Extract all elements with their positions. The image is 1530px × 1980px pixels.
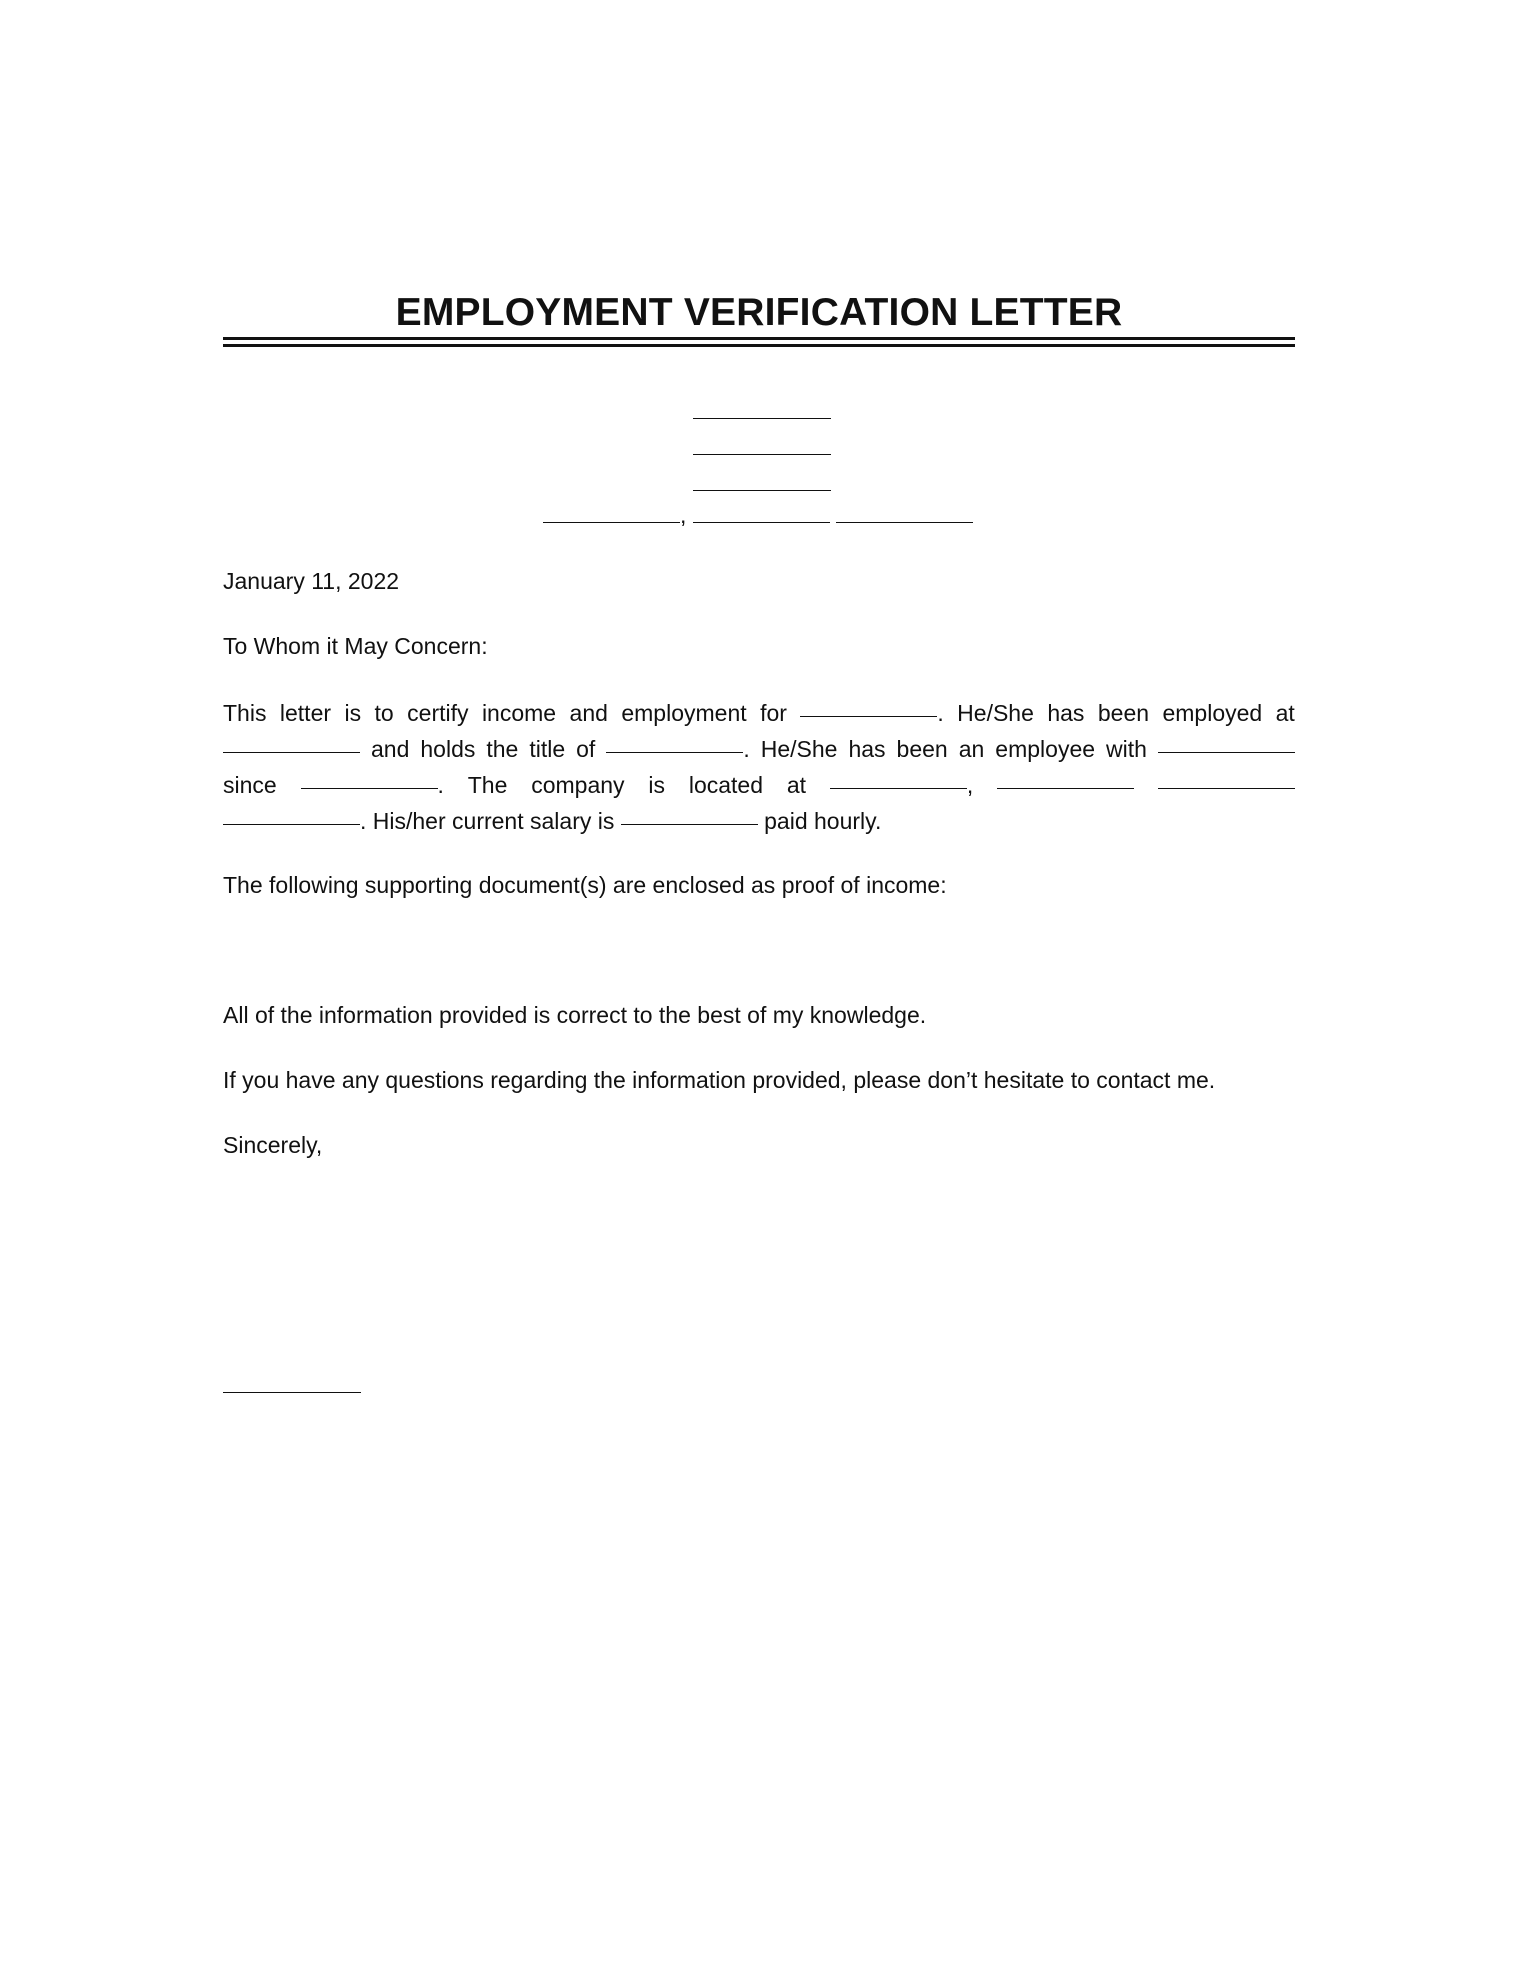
- word: the: [486, 736, 519, 762]
- word: and: [569, 700, 608, 726]
- company-name-blank[interactable]: [1158, 751, 1295, 753]
- company-street-group: [830, 767, 973, 803]
- word: an: [958, 736, 985, 762]
- body-line-3: [223, 767, 1295, 803]
- word: company: [531, 772, 625, 798]
- word: .: [743, 736, 750, 762]
- word: been: [896, 736, 948, 762]
- info-statement: All of the information provided is correct to the best of my knowledge.: [223, 1002, 927, 1028]
- word: employee: [995, 736, 1096, 762]
- employee-name-blank[interactable]: [800, 715, 937, 717]
- letter-date: January 11, 2022: [223, 568, 400, 594]
- word: located: [688, 772, 763, 798]
- body-paragraph: [223, 695, 1295, 839]
- employee-name-group: [800, 695, 943, 731]
- pay-frequency-text: paid hourly.: [764, 808, 882, 834]
- word: is: [344, 700, 362, 726]
- word: ,: [966, 772, 974, 798]
- word: since: [223, 772, 277, 798]
- word: title: [529, 736, 566, 762]
- title-rule-top: [223, 337, 1295, 340]
- closing: Sincerely,: [223, 1132, 323, 1158]
- recipient-address-blank[interactable]: [693, 454, 831, 455]
- employer-name-blank[interactable]: [223, 751, 360, 753]
- state-blank[interactable]: [693, 521, 830, 523]
- enclosed-documents-text: The following supporting document(s) are enclosed as proof of income:: [223, 872, 947, 898]
- document-title: EMPLOYMENT VERIFICATION LETTER: [395, 291, 1123, 334]
- word: at: [786, 772, 807, 798]
- recipient-name-blank[interactable]: [693, 418, 831, 419]
- word: letter: [279, 700, 332, 726]
- word: and: [371, 736, 410, 762]
- title-rule-bottom: [223, 344, 1295, 347]
- body-line-2: [223, 731, 1295, 767]
- job-title-blank[interactable]: [606, 751, 743, 753]
- word: He/She: [760, 736, 838, 762]
- start-date-blank[interactable]: [301, 787, 438, 789]
- salary-blank[interactable]: [621, 823, 758, 825]
- zip-blank[interactable]: [836, 521, 973, 523]
- body-line-4: [223, 803, 1295, 839]
- start-date-group: [301, 767, 444, 803]
- word: is: [648, 772, 665, 798]
- body-line-1: [223, 695, 1295, 731]
- signature-blank[interactable]: [223, 1392, 361, 1393]
- word: .: [937, 700, 944, 726]
- word: of: [576, 736, 596, 762]
- salary-text: . His/her current salary is: [360, 808, 615, 834]
- company-zip-blank[interactable]: [223, 823, 360, 825]
- word: .: [437, 772, 444, 798]
- salutation: To Whom it May Concern:: [223, 633, 488, 659]
- word: employed: [1162, 700, 1263, 726]
- job-title-group: [606, 731, 749, 767]
- word: He/She: [957, 700, 1034, 726]
- word: to: [374, 700, 394, 726]
- recipient-address2-blank[interactable]: [693, 490, 831, 491]
- company-state-blank[interactable]: [1158, 787, 1295, 789]
- word: certify: [407, 700, 469, 726]
- word: This: [223, 700, 267, 726]
- word: has: [848, 736, 886, 762]
- recipient-city-state-zip: [543, 500, 973, 530]
- word: for: [760, 700, 787, 726]
- word: holds: [420, 736, 476, 762]
- word: income: [481, 700, 557, 726]
- word: has: [1047, 700, 1085, 726]
- word: employment: [621, 700, 747, 726]
- city-comma: ,: [680, 502, 687, 528]
- company-city-blank[interactable]: [997, 787, 1134, 789]
- word: with: [1106, 736, 1147, 762]
- word: The: [467, 772, 508, 798]
- word: been: [1097, 700, 1150, 726]
- company-street-blank[interactable]: [830, 787, 967, 789]
- questions-statement: If you have any questions regarding the information provided, please don’t hesitate to contact me.: [223, 1067, 1216, 1093]
- word: at: [1275, 700, 1295, 726]
- city-blank[interactable]: [543, 521, 680, 523]
